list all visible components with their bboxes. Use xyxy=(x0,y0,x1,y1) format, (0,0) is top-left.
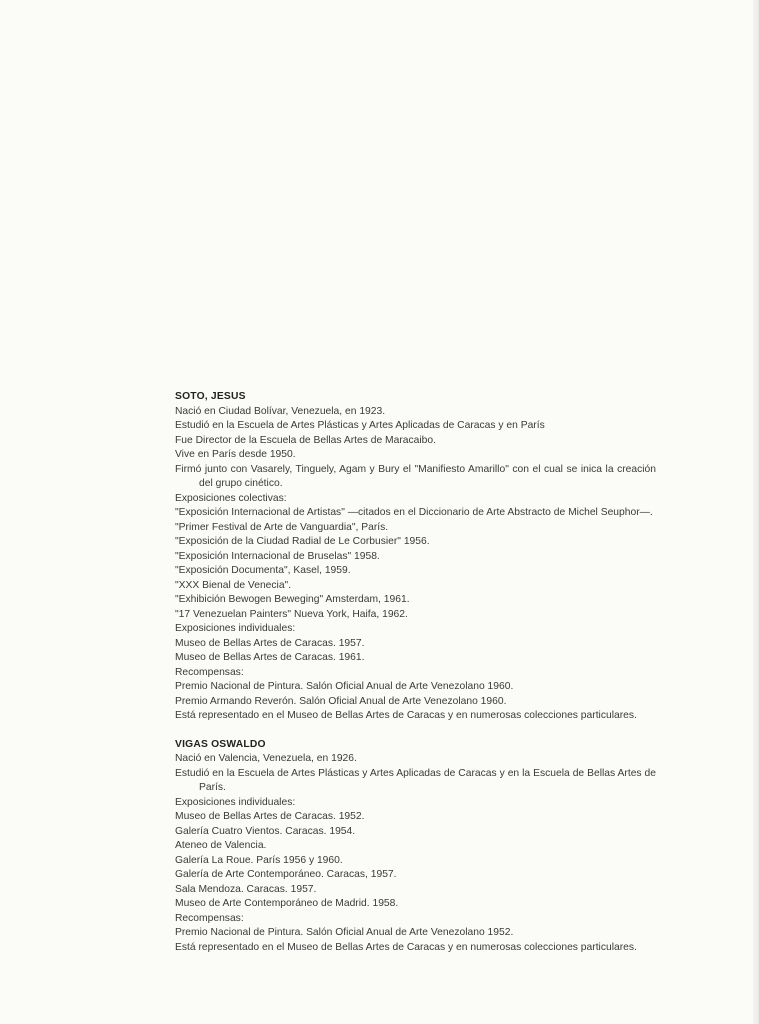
biography-line: Premio Nacional de Pintura. Salón Oficial Anual de Arte Venezolano 1952. xyxy=(175,927,514,938)
biography-line: Galería de Arte Contemporáneo. Caracas, 1957. xyxy=(175,869,397,880)
artist-entry xyxy=(175,390,656,724)
biography-line: Galería Cuatro Vientos. Caracas. 1954. xyxy=(175,825,356,837)
biography-line: "17 Venezuelan Painters" Nueva York, Haifa, 1962. xyxy=(175,608,408,620)
biography-line: Exposiciones individuales: xyxy=(175,796,296,808)
biography-line: Galería La Roue. París 1956 y 1960. xyxy=(175,854,343,866)
biography-line: Recompensas: xyxy=(175,912,244,924)
biography-line: Ateneo de Valencia. xyxy=(175,840,267,851)
page-edge xyxy=(753,0,759,1024)
biography-line: Exposiciones individuales: xyxy=(175,623,296,634)
biography-line: Museo de Bellas Artes de Caracas. 1952. xyxy=(175,811,365,822)
biography-line: "Primer Festival de Arte de Vanguardia", París. xyxy=(175,521,389,533)
document-page xyxy=(175,390,656,969)
biography-line: Estudió en la Escuela de Artes Plásticas y Artes Aplicadas de Caracas y en la Escuela de Bellas Artes de París. xyxy=(175,767,656,793)
biography-line: Recompensas: xyxy=(175,666,244,678)
biography-line: "Exposición Documenta", Kasel, 1959. xyxy=(175,565,351,576)
biography-line: "Exposición de la Ciudad Radial de Le Corbusier" 1956. xyxy=(175,536,430,547)
biography-line: "XXX Bienal de Venecia". xyxy=(175,579,292,591)
biography-line: Museo de Bellas Artes de Caracas. 1957. xyxy=(175,637,365,649)
biography-line: Museo de Bellas Artes de Caracas. 1961. xyxy=(175,652,365,663)
artist-name: VIGAS OSWALDO xyxy=(175,738,266,750)
artist-name: SOTO, JESUS xyxy=(175,391,246,402)
biography-line: Firmó junto con Vasarely, Tinguely, Agam y Bury el "Manifiesto Amarillo" con el cual se inica la creación del grupo cinético. xyxy=(175,463,656,489)
biography-line: "Exhibición Bewogen Beweging" Amsterdam, 1961. xyxy=(175,594,410,605)
biography-line: Está representado en el Museo de Bellas Artes de Caracas y en numerosas colecciones particulares. xyxy=(175,941,637,953)
biography-line: Premio Armando Reverón. Salón Oficial Anual de Arte Venezolano 1960. xyxy=(175,695,507,707)
biography-line: "Exposición Internacional de Artistas" —citados en el Diccionario de Arte Abstracto de Michel Seuphor—. xyxy=(175,507,653,518)
biography-line: Exposiciones colectivas: xyxy=(175,492,287,504)
biography-line: Está representado en el Museo de Bellas Artes de Caracas y en numerosas colecciones particulares. xyxy=(175,710,637,721)
biography-line: Sala Mendoza. Caracas. 1957. xyxy=(175,883,317,895)
biography-line: Vive en París desde 1950. xyxy=(175,449,296,460)
biography-line: Museo de Arte Contemporáneo de Madrid. 1958. xyxy=(175,898,399,909)
biography-line: Nació en Valencia, Venezuela, en 1926. xyxy=(175,753,357,764)
biography-line: "Exposición Internacional de Bruselas" 1958. xyxy=(175,550,380,562)
artist-entry xyxy=(175,738,656,956)
biography-line: Estudió en la Escuela de Artes Plásticas y Artes Aplicadas de Caracas y en París xyxy=(175,420,545,431)
biography-line: Premio Nacional de Pintura. Salón Oficial Anual de Arte Venezolano 1960. xyxy=(175,681,514,692)
biography-line: Nació en Ciudad Bolívar, Venezuela, en 1923. xyxy=(175,405,386,417)
biography-line: Fue Director de la Escuela de Bellas Artes de Maracaibo. xyxy=(175,434,436,446)
